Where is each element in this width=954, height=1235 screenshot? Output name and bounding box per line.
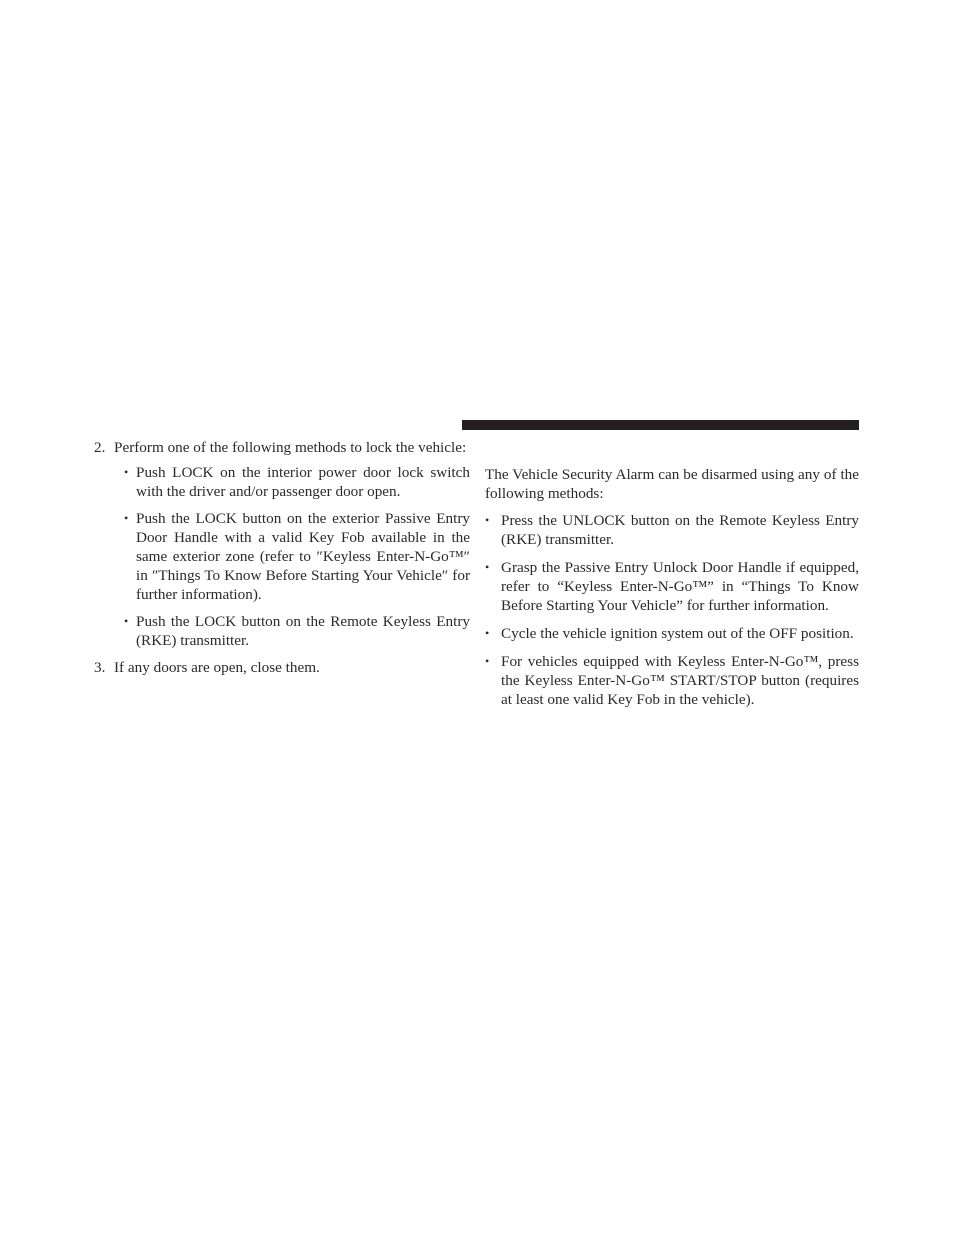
list-item xyxy=(485,624,859,643)
list-item xyxy=(485,511,859,549)
bullet-icon: • xyxy=(124,614,129,628)
lock-methods-list xyxy=(114,463,470,650)
step-text: Perform one of the following methods to lock the vehicle: xyxy=(114,439,467,456)
step-text: If any doors are open, close them. xyxy=(114,659,320,676)
list-item-text: Grasp the Passive Entry Unlock Door Handle if equipped, refer to “Keyless Enter-N-Go™” in “Things To Know Before Starting Your Vehicle” for further information. xyxy=(501,559,859,614)
list-item-text: Cycle the vehicle ignition system out of the OFF position. xyxy=(501,625,854,642)
list-item xyxy=(124,612,470,650)
list-item xyxy=(124,509,470,604)
list-item-text: Push the LOCK button on the exterior Passive Entry Door Handle with a valid Key Fob available in the same exterior zone (refer to ″Keyless Enter-N-Go™″ in ″Things To Know Before Starting Your Vehicle″ for further information). xyxy=(136,510,470,603)
section-rule-bar xyxy=(462,420,859,430)
list-item xyxy=(485,652,859,709)
step-number: 3. xyxy=(94,659,106,676)
list-item-text: Push LOCK on the interior power door lock switch with the driver and/or passenger door open. xyxy=(136,464,470,500)
list-item-text: Press the UNLOCK button on the Remote Keyless Entry (RKE) transmitter. xyxy=(501,512,859,548)
bullet-icon: • xyxy=(124,511,129,525)
bullet-icon: • xyxy=(485,626,490,640)
list-item-text: Push the LOCK button on the Remote Keyless Entry (RKE) transmitter. xyxy=(136,613,470,649)
bullet-icon: • xyxy=(124,465,129,479)
step-number: 2. xyxy=(94,439,106,456)
step-2 xyxy=(94,438,470,650)
right-column xyxy=(485,465,859,718)
disarm-intro: The Vehicle Security Alarm can be disarmed using any of the following methods: xyxy=(485,466,859,502)
bullet-icon: • xyxy=(485,654,490,668)
left-column xyxy=(94,438,470,685)
step-3 xyxy=(94,658,470,677)
list-item-text: For vehicles equipped with Keyless Enter-N-Go™, press the Keyless Enter-N-Go™ START/STOP button (requires at least one valid Key Fob in the vehicle). xyxy=(501,653,859,708)
list-item xyxy=(124,463,470,501)
list-item xyxy=(485,558,859,615)
bullet-icon: • xyxy=(485,513,490,527)
bullet-icon: • xyxy=(485,560,490,574)
